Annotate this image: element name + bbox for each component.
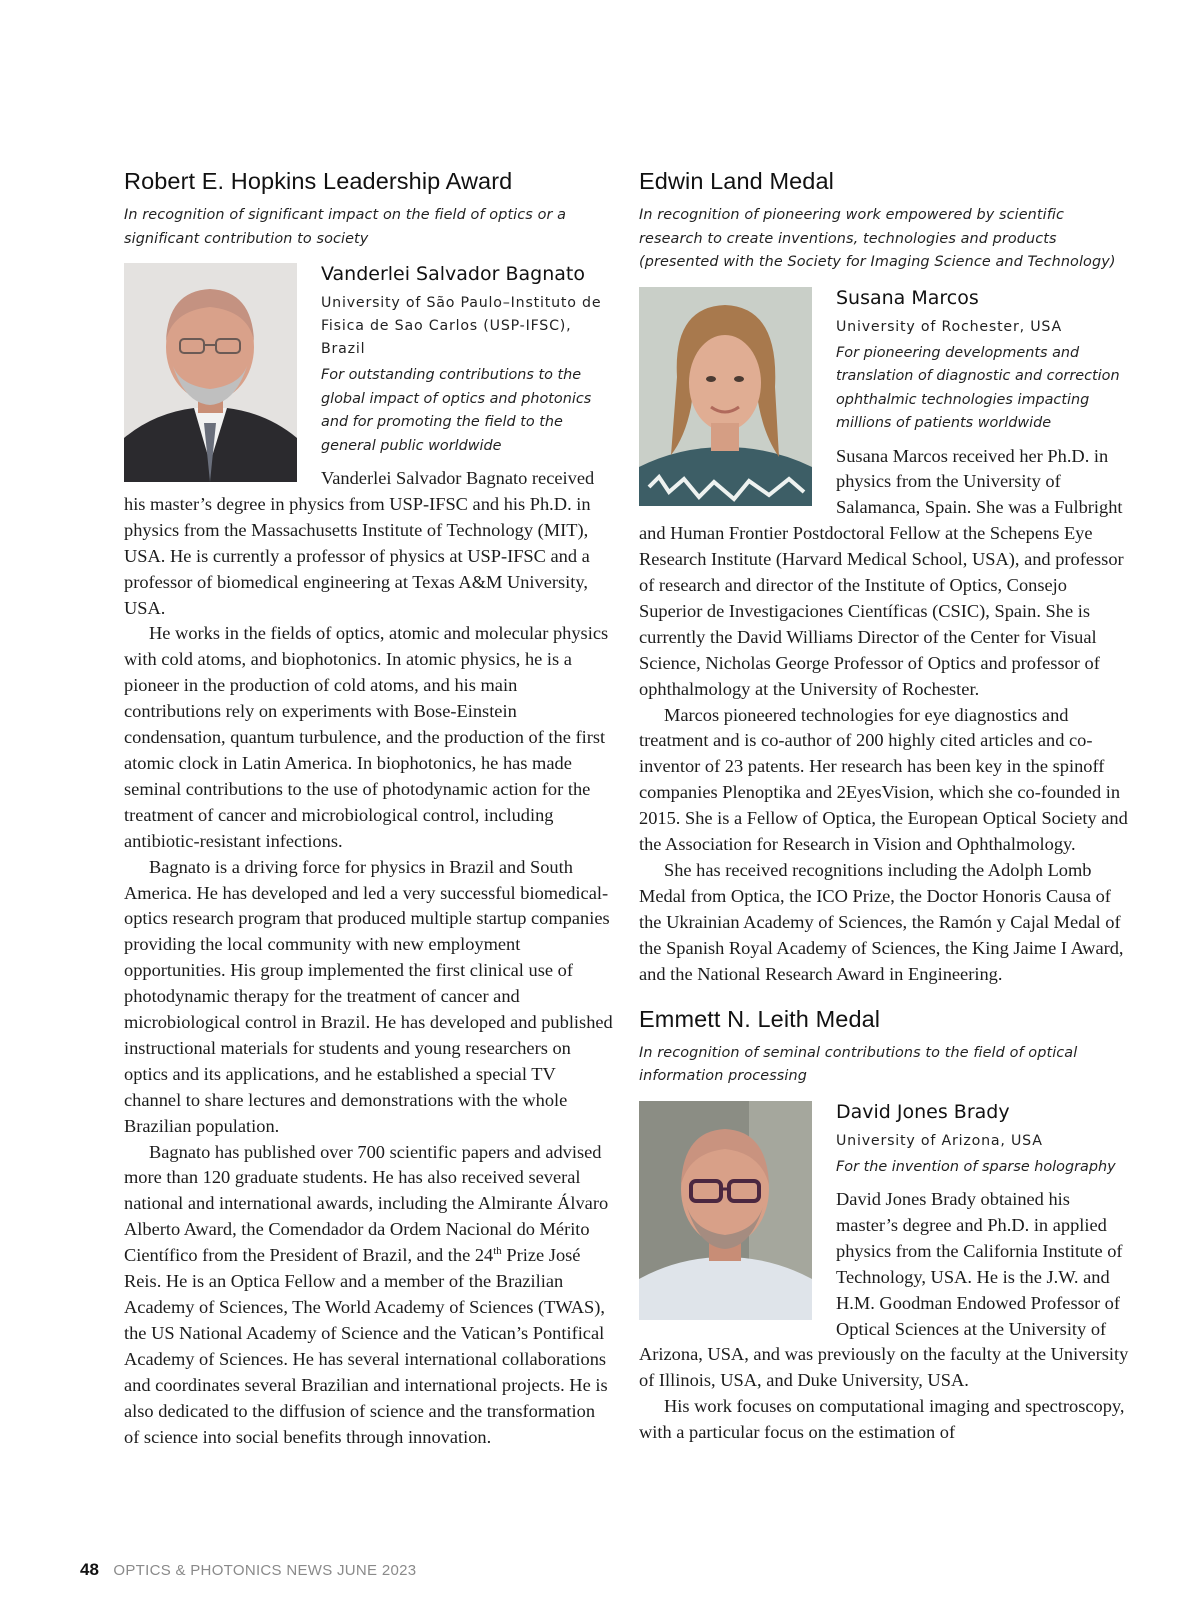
recipient-block-brady xyxy=(639,1097,1129,1447)
page-footer xyxy=(80,1560,416,1586)
bio-paragraph: He works in the fields of optics, atomic and molecular physics with cold atoms, and biophotonics. In atomic physics, he is a pioneer in the production of cold atoms, and his main contributions rely on experiments with Bose-Einstein condensation, quantum turbulence, and the production of the first atomic clock in Latin America. In biophotonics, he has made seminal contributions to the use of photodynamic action for the treatment of cancer and microbiological control, including antibiotic-resistant infections. xyxy=(124,623,609,851)
award-title-hopkins: Robert E. Hopkins Leadership Award xyxy=(124,168,513,194)
recipient-honor-brady: For the invention of sparse holography xyxy=(836,1158,1116,1175)
recipient-name-bagnato: Vanderlei Salvador Bagnato xyxy=(321,263,585,285)
award-citation-leith: In recognition of seminal contributions to the field of optical information processing xyxy=(639,1044,1078,1085)
bagnato-photo xyxy=(124,263,297,482)
recipient-honor-bagnato: For outstanding contributions to the global impact of optics and photonics and for promoting the field to the general public worldwide xyxy=(321,367,592,454)
bio-paragraph: His work focuses on computational imaging and spectroscopy, with a particular focus on the estimation of xyxy=(639,1396,1125,1443)
award-title-land: Edwin Land Medal xyxy=(639,168,834,194)
publication-name: OPTICS & PHOTONICS NEWS JUNE 2023 xyxy=(113,1562,417,1579)
bio-paragraph: Susana Marcos received her Ph.D. in physics from the University of Salamanca, Spain. She was a Fulbright and Human Frontier Postdoctoral Fellow at the Schepens Eye Research Institute (Harvard Medical School, USA), and professor of research and director of the Institute of Optics, Consejo Superior de Investigaciones Científicas (CSIC), Spain. She is currently the David Williams Director of the Center for Visual Science, Nicholas George Professor of Optics and professor of ophthalmology at the University of Rochester. xyxy=(639,445,1124,699)
award-citation-land: In recognition of pioneering work empowered by scientific research to create inventions, technologies and products (presented with the Society for Imaging Science and Technology) xyxy=(639,207,1116,270)
recipient-block-bagnato xyxy=(124,259,614,1450)
bio-paragraph: Vanderlei Salvador Bagnato received his master’s degree in physics from USP-IFSC and his Ph.D. in physics from the Massachusetts Institute of Technology (MIT), USA. He is currently a professor of physics at USP-IFSC and a professor of biomedical engineering at Texas A&M University, USA. xyxy=(124,468,595,618)
recipient-block-marcos xyxy=(639,283,1129,988)
left-column xyxy=(124,166,614,1450)
recipient-name-marcos: Susana Marcos xyxy=(836,286,979,309)
brady-photo xyxy=(639,1101,812,1320)
right-column xyxy=(639,166,1129,1446)
recipient-name-brady: David Jones Brady xyxy=(836,1100,1010,1123)
marcos-photo xyxy=(639,287,812,506)
bio-paragraph: Bagnato is a driving force for physics in Brazil and South America. He has developed and led a very successful biomedical-optics research program that produced multiple startup companies providing the local community with new employment opportunities. His group implemented the first clinical use of photodynamic therapy for the treatment of cancer and microbiological control in Brazil. He has developed and published instructional materials for students and young researchers on optics and its applications, and he established a special TV channel to share lectures and demonstrations with the whole Brazilian population. xyxy=(124,856,613,1136)
award-title-leith: Emmett N. Leith Medal xyxy=(639,1005,881,1032)
bio-paragraph: Marcos pioneered technologies for eye diagnostics and treatment and is co-author of 200 highly cited articles and co-inventor of 23 patents. Her research has been key in the spinoff companies Plenoptika and 2EyesVision, which she co-founded in 2015. She is a Fellow of Optica, the European Optical Society and the Association for Research in Vision and Ophthalmology. xyxy=(639,704,1128,855)
bio-paragraph: She has received recognitions including the Adolph Lomb Medal from Optica, the ICO Prize, the Doctor Honoris Causa of the Ukrainian Academy of Sciences, the Ramón y Cajal Medal of the Spanish Royal Academy of Sciences, the King Jaime I Award, and the National Research Award in Engineering. xyxy=(639,860,1124,984)
recipient-affiliation-bagnato: University of São Paulo–Instituto de Fisica de Sao Carlos (USP-IFSC), Brazil xyxy=(321,295,602,357)
ordinal-superscript: th xyxy=(493,1245,502,1258)
award-citation-hopkins: In recognition of significant impact on the field of optics or a significant contribution to society xyxy=(124,207,567,247)
bio-paragraph: David Jones Brady obtained his master’s degree and Ph.D. in applied physics from the California Institute of Technology, USA. He is the J.W. and H.M. Goodman Endowed Professor of Optical Sciences at the University of Arizona, USA, and was previously on the faculty at the University of Illinois, USA, and Duke University, USA. xyxy=(639,1189,1129,1391)
recipient-honor-marcos: For pioneering developments and translation of diagnostic and correction ophthalmic technologies impacting millions of patients worldwide xyxy=(836,344,1120,431)
recipient-affiliation-brady: University of Arizona, USA xyxy=(836,1132,1043,1149)
bio-text: Bagnato has published over 700 scientific papers and advised more than 120 graduate students. He has also received several national and international awards, including the Almirante Álvaro Alberto Award, the Comendador da Ordem Nacional do Mérito Científico from the President of Brazil, and the 24 xyxy=(124,1141,609,1266)
recipient-affiliation-marcos: University of Rochester, USA xyxy=(836,318,1062,335)
bio-text: Prize José Reis. He is an Optica Fellow and a member of the Brazilian Academy of Sciences, The World Academy of Sciences (TWAS), the US National Academy of Science and the Vatican’s Pontifical Academy of Sciences. He has several international collaborations and coordinates several Brazilian and international projects. He is also dedicated to the diffusion of science and the transformation of science into social benefits through innovation. xyxy=(124,1245,608,1447)
bio-paragraph xyxy=(124,1140,614,1451)
section-spacer xyxy=(639,988,1129,1004)
page-number: 48 xyxy=(80,1560,99,1579)
